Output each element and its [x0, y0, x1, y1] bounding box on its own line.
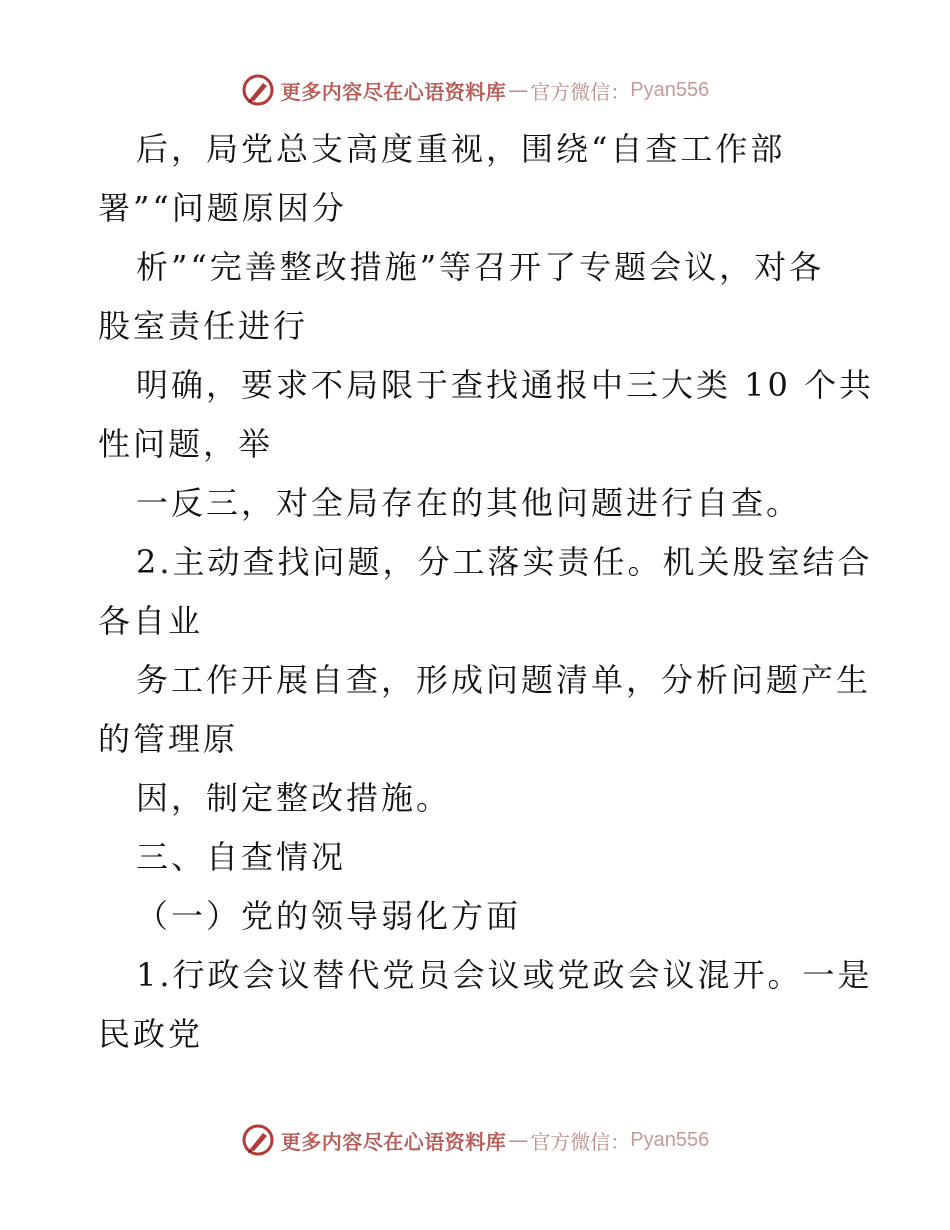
text-line: 2.主动查找问题，分工落实责任。机关股室结合	[136, 543, 873, 581]
watermark-dash: —	[508, 1128, 529, 1152]
watermark-text: 更多内容尽在心语资料库	[280, 79, 507, 104]
text-line: 明确，要求不局限于查找通报中三大类 10 个共	[136, 366, 875, 404]
text-line: 各自业	[98, 602, 204, 640]
watermark-label: 官方微信：	[530, 79, 631, 104]
footer-watermark	[0, 1120, 950, 1160]
text-line: 一反三，对全局存在的其他问题进行自查。	[136, 484, 802, 522]
watermark-id: Pyan556	[630, 1128, 710, 1151]
document-body	[98, 120, 875, 1064]
pen-logo-icon	[241, 1123, 275, 1157]
text-line: 因，制定整改措施。	[136, 779, 452, 817]
watermark-label: 官方微信：	[530, 1129, 631, 1154]
watermark-id: Pyan556	[630, 78, 710, 101]
watermark-dash: —	[508, 78, 529, 102]
text-line: 析”“完善整改措施”等召开了专题会议，对各	[136, 248, 825, 286]
text-line: 的管理原	[98, 720, 239, 758]
text-line: 务工作开展自查，形成问题清单，分析问题产生	[136, 661, 872, 699]
text-line: 署”“问题原因分	[98, 189, 347, 227]
text-line: 后，局党总支高度重视，围绕“自查工作部	[136, 130, 786, 168]
text-line: 三、自查情况	[136, 838, 347, 876]
watermark-text: 更多内容尽在心语资料库	[280, 1129, 507, 1154]
text-line: （一）党的领导弱化方面	[136, 897, 522, 935]
pen-logo-icon	[241, 73, 275, 107]
text-line: 1.行政会议替代党员会议或党政会议混开。一是	[136, 956, 873, 994]
text-line: 股室责任进行	[98, 307, 309, 345]
text-line: 民政党	[98, 1015, 204, 1053]
text-line: 性问题，举	[98, 425, 274, 463]
header-watermark	[0, 70, 950, 110]
